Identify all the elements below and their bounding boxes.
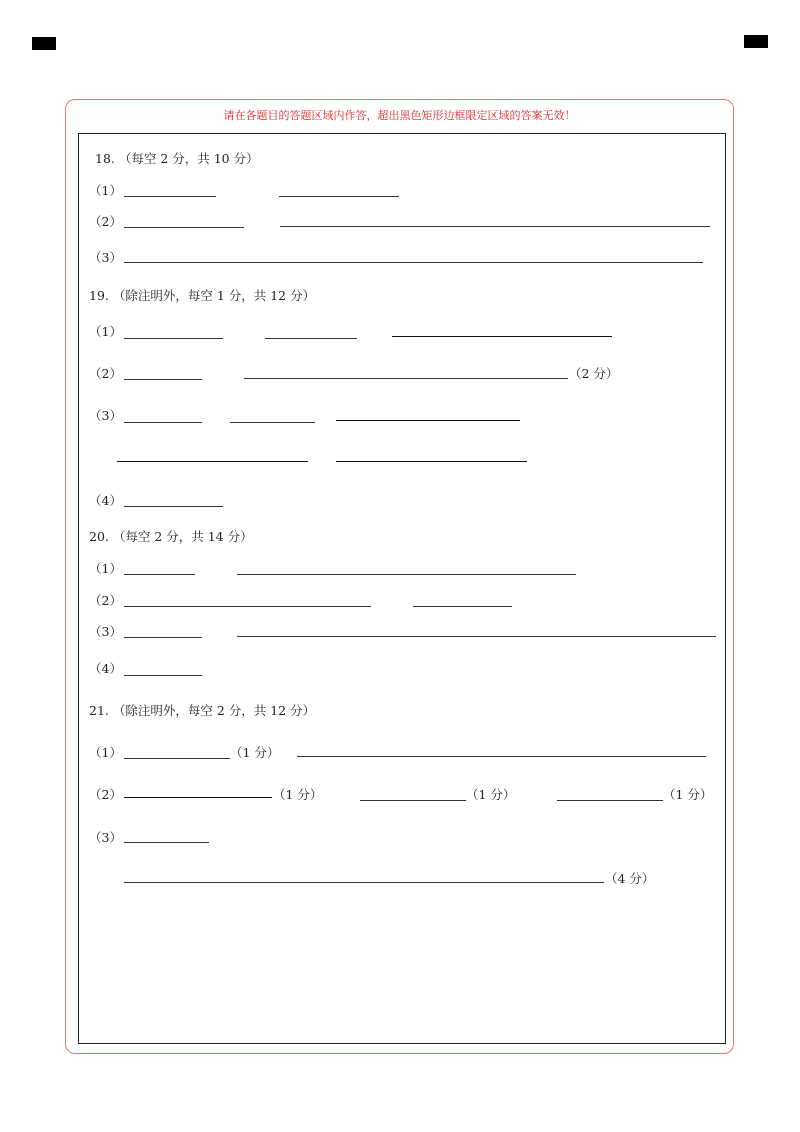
alignment-mark-top-right	[744, 35, 768, 48]
q20-part4-blank-1[interactable]	[124, 675, 202, 676]
q19-part1-label: （1）	[89, 324, 122, 339]
q18-header: 18. （每空 2 分，共 10 分）	[95, 151, 259, 166]
q20-header: 20. （每空 2 分，共 14 分）	[89, 529, 253, 544]
q21-part3-score-note: （4 分）	[605, 871, 655, 886]
q18-part1-blank-1[interactable]	[124, 196, 216, 197]
q19-part3-label: （3）	[89, 408, 122, 423]
q19-part1-blank-1[interactable]	[124, 338, 223, 339]
q19-part1-blank-2[interactable]	[265, 338, 357, 339]
q18-part3-blank-1[interactable]	[124, 262, 703, 263]
q20-part2-blank-2[interactable]	[413, 606, 512, 607]
q18-part1-blank-2[interactable]	[279, 196, 399, 197]
q21-part1-label: （1）	[89, 745, 122, 760]
q20-part1-blank-1[interactable]	[124, 574, 195, 575]
q20-part2-label: （2）	[89, 593, 122, 608]
q19-part4-label: （4）	[89, 493, 122, 508]
q19-part3-blank-2[interactable]	[230, 422, 315, 423]
q18-part2-label: （2）	[89, 214, 122, 229]
q21-header: 21. （除注明外，每空 2 分，共 12 分）	[89, 703, 316, 718]
q18-part2-blank-1[interactable]	[124, 227, 244, 228]
q21-part3-blank-2[interactable]	[124, 882, 604, 883]
q20-part4-label: （4）	[89, 661, 122, 676]
q21-part1-blank-2[interactable]	[297, 756, 706, 757]
q20-part1-label: （1）	[89, 561, 122, 576]
q18-part3-label: （3）	[89, 250, 122, 265]
q18-part2-blank-2[interactable]	[280, 226, 710, 227]
q19-header: 19. （除注明外，每空 1 分，共 12 分）	[89, 288, 316, 303]
q21-part1-blank-1[interactable]	[124, 758, 230, 759]
q21-part2-score-note-3: （1 分）	[663, 787, 713, 802]
q21-part3-label: （3）	[89, 830, 122, 845]
q21-part2-label: （2）	[89, 787, 122, 802]
q19-part2-score-note: （2 分）	[569, 366, 619, 381]
q20-part3-label: （3）	[89, 624, 122, 639]
q19-part3-blank-3[interactable]	[336, 420, 520, 421]
q19-part4-blank-1[interactable]	[124, 506, 223, 507]
q19-part3-blank-1[interactable]	[124, 422, 202, 423]
q21-part3-blank-1[interactable]	[124, 842, 209, 843]
q21-part2-score-note-2: （1 分）	[466, 787, 516, 802]
q19-part2-blank-1[interactable]	[124, 379, 202, 380]
q20-part3-blank-1[interactable]	[124, 637, 202, 638]
q20-part2-blank-1[interactable]	[124, 606, 371, 607]
q19-part3-blank-4[interactable]	[117, 461, 308, 462]
answer-area-notice: 请在各题目的答题区域内作答，超出黑色矩形边框限定区域的答案无效！	[223, 109, 576, 122]
q21-part2-score-note-1: （1 分）	[273, 787, 323, 802]
q21-part2-blank-1[interactable]	[124, 797, 272, 798]
q19-part1-blank-3[interactable]	[392, 336, 612, 337]
q21-part2-blank-3[interactable]	[557, 800, 663, 801]
q21-part2-blank-2[interactable]	[360, 800, 466, 801]
q21-part1-score-note: （1 分）	[230, 745, 280, 760]
q20-part3-blank-2[interactable]	[237, 636, 716, 637]
q19-part2-blank-2[interactable]	[244, 378, 568, 379]
q19-part3-blank-5[interactable]	[336, 461, 527, 462]
q18-part1-label: （1）	[89, 183, 122, 198]
q20-part1-blank-2[interactable]	[237, 574, 576, 575]
q19-part2-label: （2）	[89, 366, 122, 381]
alignment-mark-top-left	[32, 37, 56, 50]
answer-area-inner-frame	[78, 133, 726, 1044]
